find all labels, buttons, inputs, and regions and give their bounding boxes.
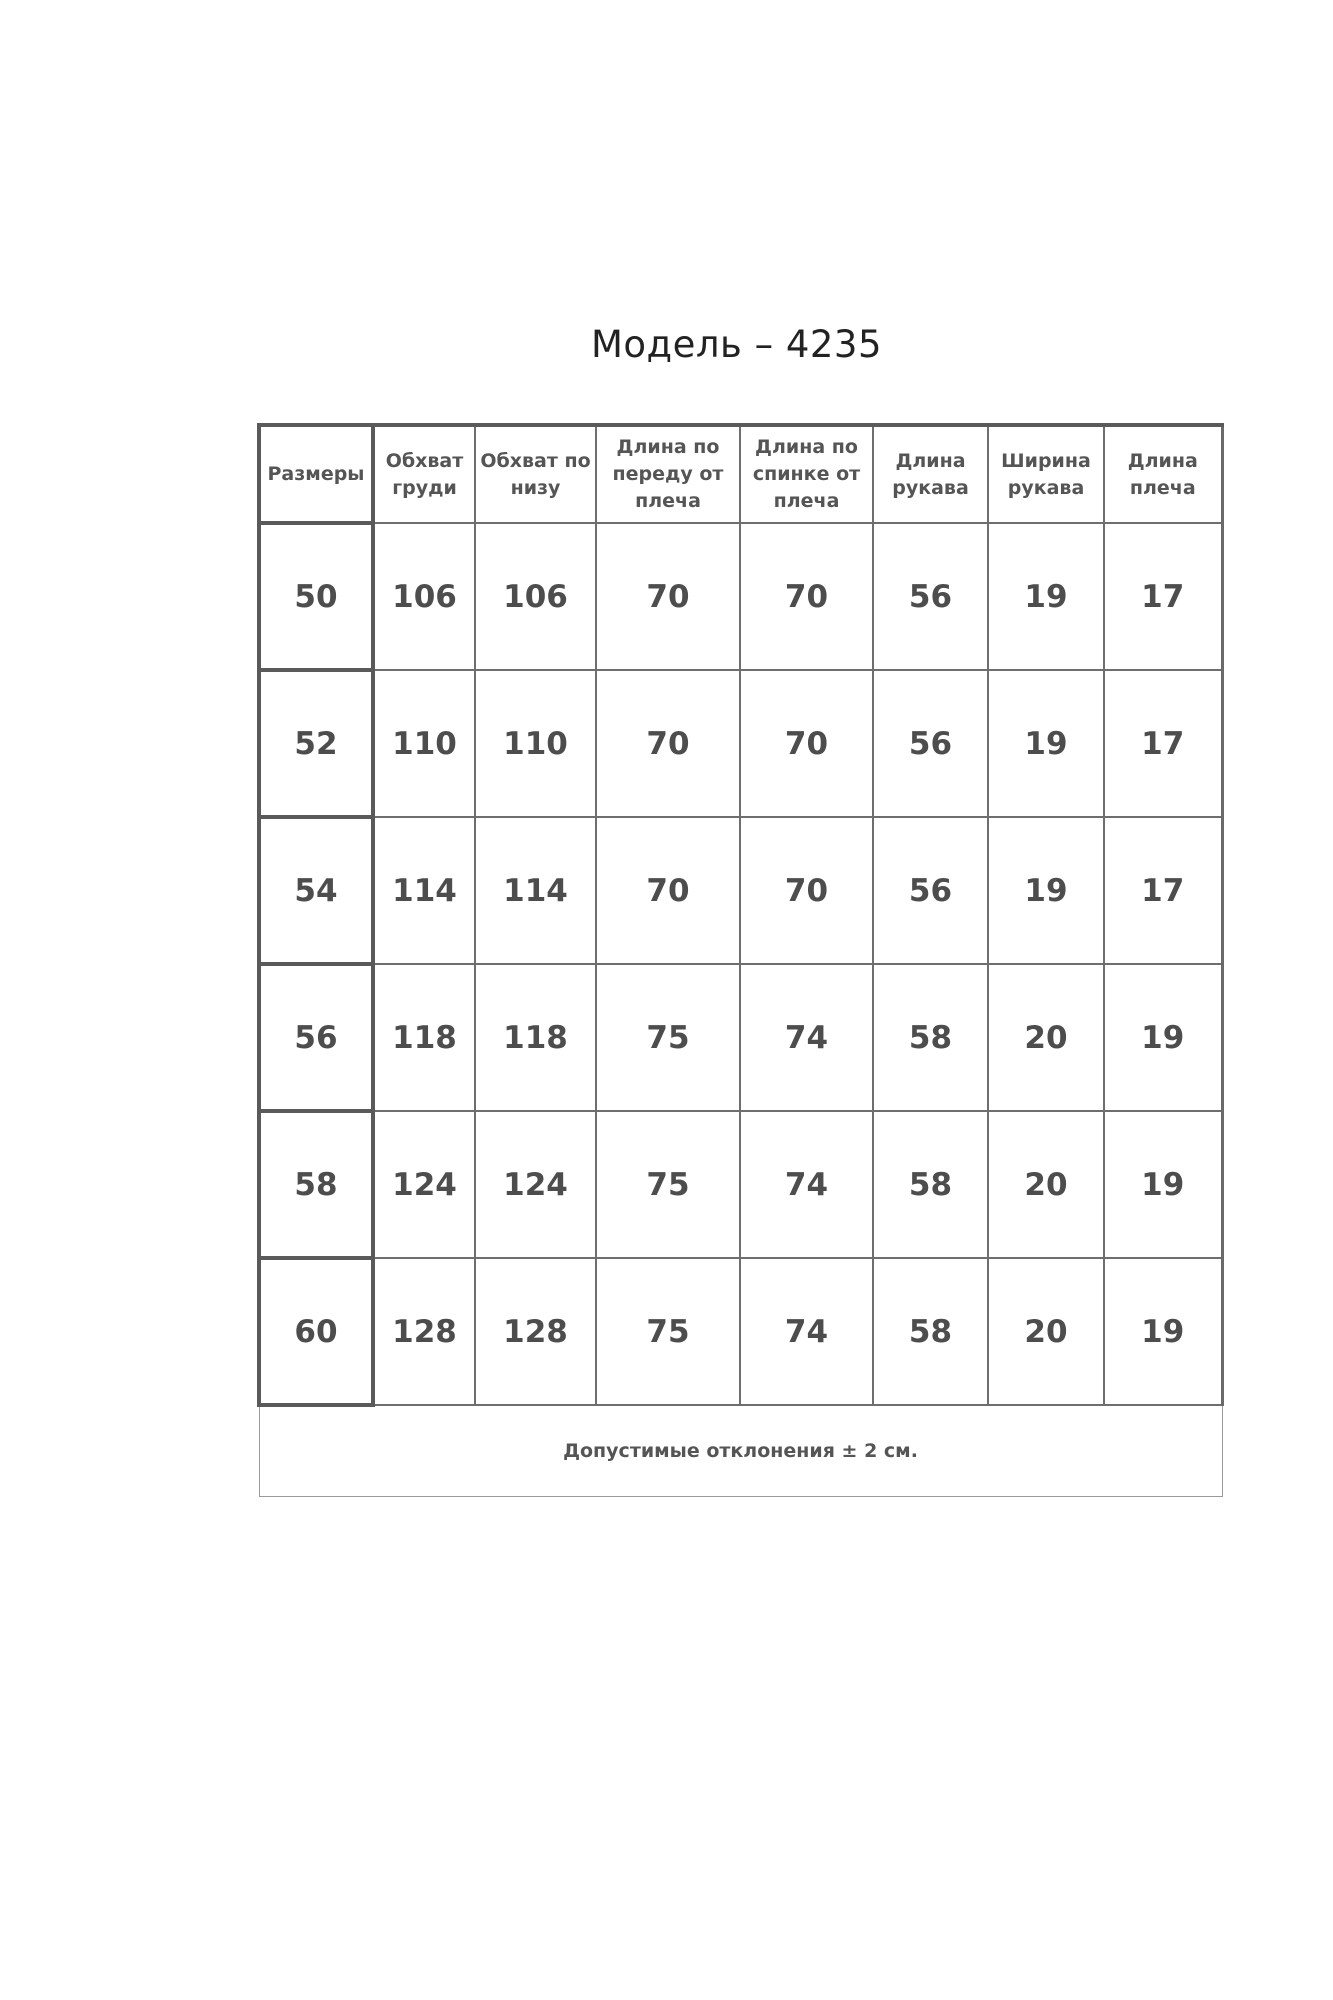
table-cell: 110	[475, 670, 596, 817]
table-cell: 19	[1104, 1258, 1222, 1405]
table-cell: 74	[740, 1258, 873, 1405]
table-cell: 17	[1104, 670, 1222, 817]
table-note-row	[259, 1405, 1222, 1496]
table-row	[259, 1258, 1222, 1405]
table-cell: 19	[988, 817, 1104, 964]
table-cell: 75	[596, 964, 740, 1111]
header-sizes: Размеры	[259, 425, 373, 523]
table-cell: 124	[475, 1111, 596, 1258]
table-cell: 56	[873, 523, 988, 670]
size-cell: 56	[259, 964, 373, 1111]
table-cell: 19	[1104, 1111, 1222, 1258]
table-header-row	[259, 425, 1222, 523]
table-cell: 58	[873, 1258, 988, 1405]
table-row	[259, 964, 1222, 1111]
header-chest: Обхват груди	[373, 425, 475, 523]
table-cell: 75	[596, 1258, 740, 1405]
header-sleeve-length: Длина рукава	[873, 425, 988, 523]
table-cell: 19	[988, 523, 1104, 670]
page-title: Модель – 4235	[590, 323, 883, 366]
table-cell: 19	[988, 670, 1104, 817]
table-row	[259, 817, 1222, 964]
table-cell: 70	[740, 523, 873, 670]
tolerance-note: Допустимые отклонения ± 2 см.	[259, 1405, 1222, 1496]
table-row	[259, 523, 1222, 670]
table-cell: 110	[373, 670, 475, 817]
table-cell: 75	[596, 1111, 740, 1258]
header-sleeve-width: Ширина рукава	[988, 425, 1104, 523]
table-cell: 114	[373, 817, 475, 964]
table-cell: 19	[1104, 964, 1222, 1111]
table-cell: 128	[373, 1258, 475, 1405]
size-cell: 50	[259, 523, 373, 670]
table-cell: 70	[740, 817, 873, 964]
table-cell: 70	[596, 670, 740, 817]
table-cell: 56	[873, 817, 988, 964]
table-cell: 118	[373, 964, 475, 1111]
table-cell: 106	[373, 523, 475, 670]
table-cell: 20	[988, 1258, 1104, 1405]
size-cell: 52	[259, 670, 373, 817]
table-cell: 114	[475, 817, 596, 964]
table-cell: 56	[873, 670, 988, 817]
table-cell: 17	[1104, 523, 1222, 670]
header-front-length: Длина по переду от плеча	[596, 425, 740, 523]
table-row	[259, 1111, 1222, 1258]
table-row	[259, 670, 1222, 817]
table-cell: 70	[596, 523, 740, 670]
table-cell: 74	[740, 1111, 873, 1258]
table-cell: 128	[475, 1258, 596, 1405]
table-cell: 20	[988, 964, 1104, 1111]
table-cell: 74	[740, 964, 873, 1111]
size-cell: 58	[259, 1111, 373, 1258]
header-back-length: Длина по спинке от плеча	[740, 425, 873, 523]
table-cell: 58	[873, 964, 988, 1111]
table-cell: 70	[740, 670, 873, 817]
table-cell: 20	[988, 1111, 1104, 1258]
size-cell: 60	[259, 1258, 373, 1405]
size-cell: 54	[259, 817, 373, 964]
table-cell: 106	[475, 523, 596, 670]
size-table	[257, 423, 1224, 1497]
table-cell: 124	[373, 1111, 475, 1258]
table-cell: 70	[596, 817, 740, 964]
table-cell: 58	[873, 1111, 988, 1258]
table-cell: 17	[1104, 817, 1222, 964]
header-hem: Обхват по низу	[475, 425, 596, 523]
header-shoulder-length: Длина плеча	[1104, 425, 1222, 523]
table-cell: 118	[475, 964, 596, 1111]
